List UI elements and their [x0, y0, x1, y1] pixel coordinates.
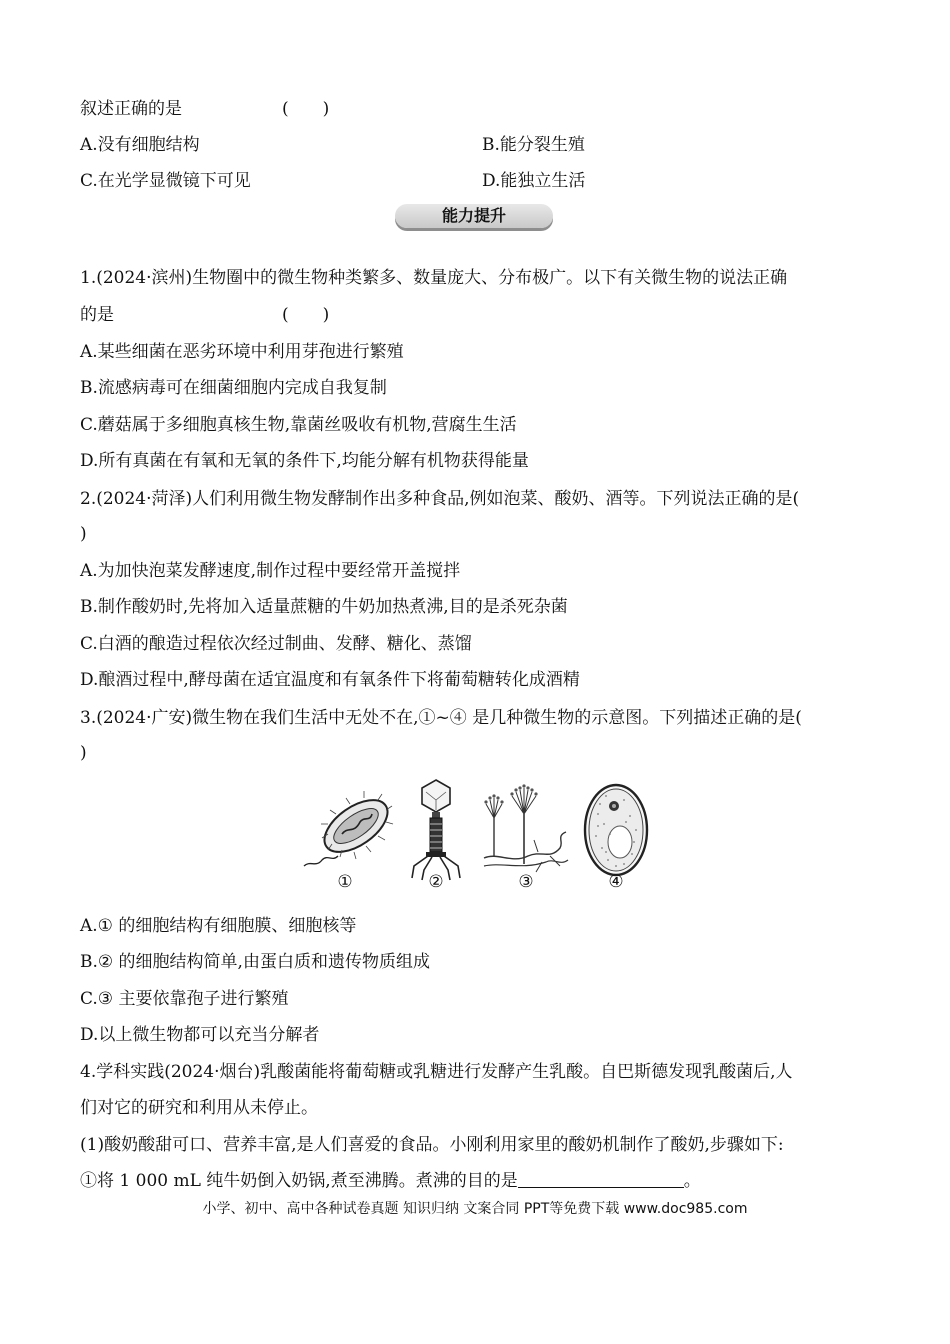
option-d: D.能独立生活 [482, 171, 586, 191]
q1-option-c: C.蘑菇属于多细胞真核生物,靠菌丝吸收有机物,营腐生生活 [80, 415, 517, 435]
q4-subquestion-1: (1)酸奶酸甜可口、营养丰富,是人们喜爱的食品。小刚利用家里的酸奶机制作了酸奶,步骤如下: [80, 1135, 784, 1155]
q4-stem-line1: 4.学科实践(2024·烟台)乳酸菌能将葡萄糖或乳糖进行发酵产生乳酸。自巴斯德发现乳酸菌后,人 [80, 1062, 793, 1082]
q3-option-a: A.① 的细胞结构有细胞膜、细胞核等 [80, 916, 357, 936]
figure-label-1: ① [337, 872, 353, 892]
q2-option-d: D.酿酒过程中,酵母菌在适宜温度和有氧条件下将葡萄糖转化成酒精 [80, 670, 580, 690]
figure-label-2: ② [428, 872, 444, 892]
q4-stem-line2: 们对它的研究和利用从未停止。 [80, 1098, 318, 1118]
q3-option-d: D.以上微生物都可以充当分解者 [80, 1025, 320, 1045]
page-footer: 小学、初中、高中各种试卷真题 知识归纳 文案合同 PPT等免费下载 www.doc985.com [202, 1201, 748, 1217]
q3-stem-line2: ) [80, 743, 87, 763]
q3-option-b: B.② 的细胞结构简单,由蛋白质和遗传物质组成 [80, 952, 430, 972]
q1-option-d: D.所有真菌在有氧和无氧的条件下,均能分解有机物获得能量 [80, 451, 529, 471]
section-title: 能力提升 [441, 206, 506, 225]
q3-stem-line1: 3.(2024·广安)微生物在我们生活中无处不在,①~④ 是几种微生物的示意图。下列描述正确的是( [80, 708, 802, 728]
option-c: C.在光学显微镜下可见 [80, 171, 251, 191]
q4-step-1-end: 。 [683, 1171, 701, 1191]
q1-option-b: B.流感病毒可在细菌细胞内完成自我复制 [80, 378, 387, 398]
answer-parentheses: ( ) [282, 99, 330, 119]
q2-stem-line2: ) [80, 524, 87, 544]
option-b: B.能分裂生殖 [482, 135, 585, 155]
q1-stem-line2: 的是 [80, 305, 114, 325]
yeast-illustration [585, 785, 647, 875]
q4-step-1-text: ①将 1 000 mL 纯牛奶倒入奶锅,煮至沸腾。煮沸的目的是 [80, 1171, 518, 1191]
q2-option-b: B.制作酸奶时,先将加入适量蔗糖的牛奶加热煮沸,目的是杀死杂菌 [80, 597, 568, 617]
q1-answer-parentheses: ( ) [282, 305, 330, 325]
penicillium-illustration [484, 784, 568, 872]
figure-label-4: ④ [608, 872, 624, 892]
section-banner [395, 204, 553, 232]
q3-option-c: C.③ 主要依靠孢子进行繁殖 [80, 989, 289, 1009]
question-stem-tail: 叙述正确的是 [80, 99, 182, 119]
q4-step-1 [80, 1169, 701, 1193]
q2-option-a: A.为加快泡菜发酵速度,制作过程中要经常开盖搅拌 [80, 561, 461, 581]
q1-option-a: A.某些细菌在恶劣环境中利用芽孢进行繁殖 [80, 342, 404, 362]
answer-blank[interactable] [518, 1169, 684, 1188]
option-a: A.没有细胞结构 [80, 135, 200, 155]
bacteriophage-illustration [412, 780, 460, 880]
q1-stem-line1: 1.(2024·滨州)生物圈中的微生物种类繁多、数量庞大、分布极广。以下有关微生物的说法正确 [80, 268, 788, 288]
bacterium-illustration [304, 790, 396, 866]
q2-stem-line1: 2.(2024·菏泽)人们利用微生物发酵制作出多种食品,例如泡菜、酸奶、酒等。下列说法正确的是( [80, 489, 800, 509]
q2-option-c: C.白酒的酿造过程依次经过制曲、发酵、糖化、蒸馏 [80, 634, 472, 654]
figure-label-3: ③ [518, 872, 534, 892]
